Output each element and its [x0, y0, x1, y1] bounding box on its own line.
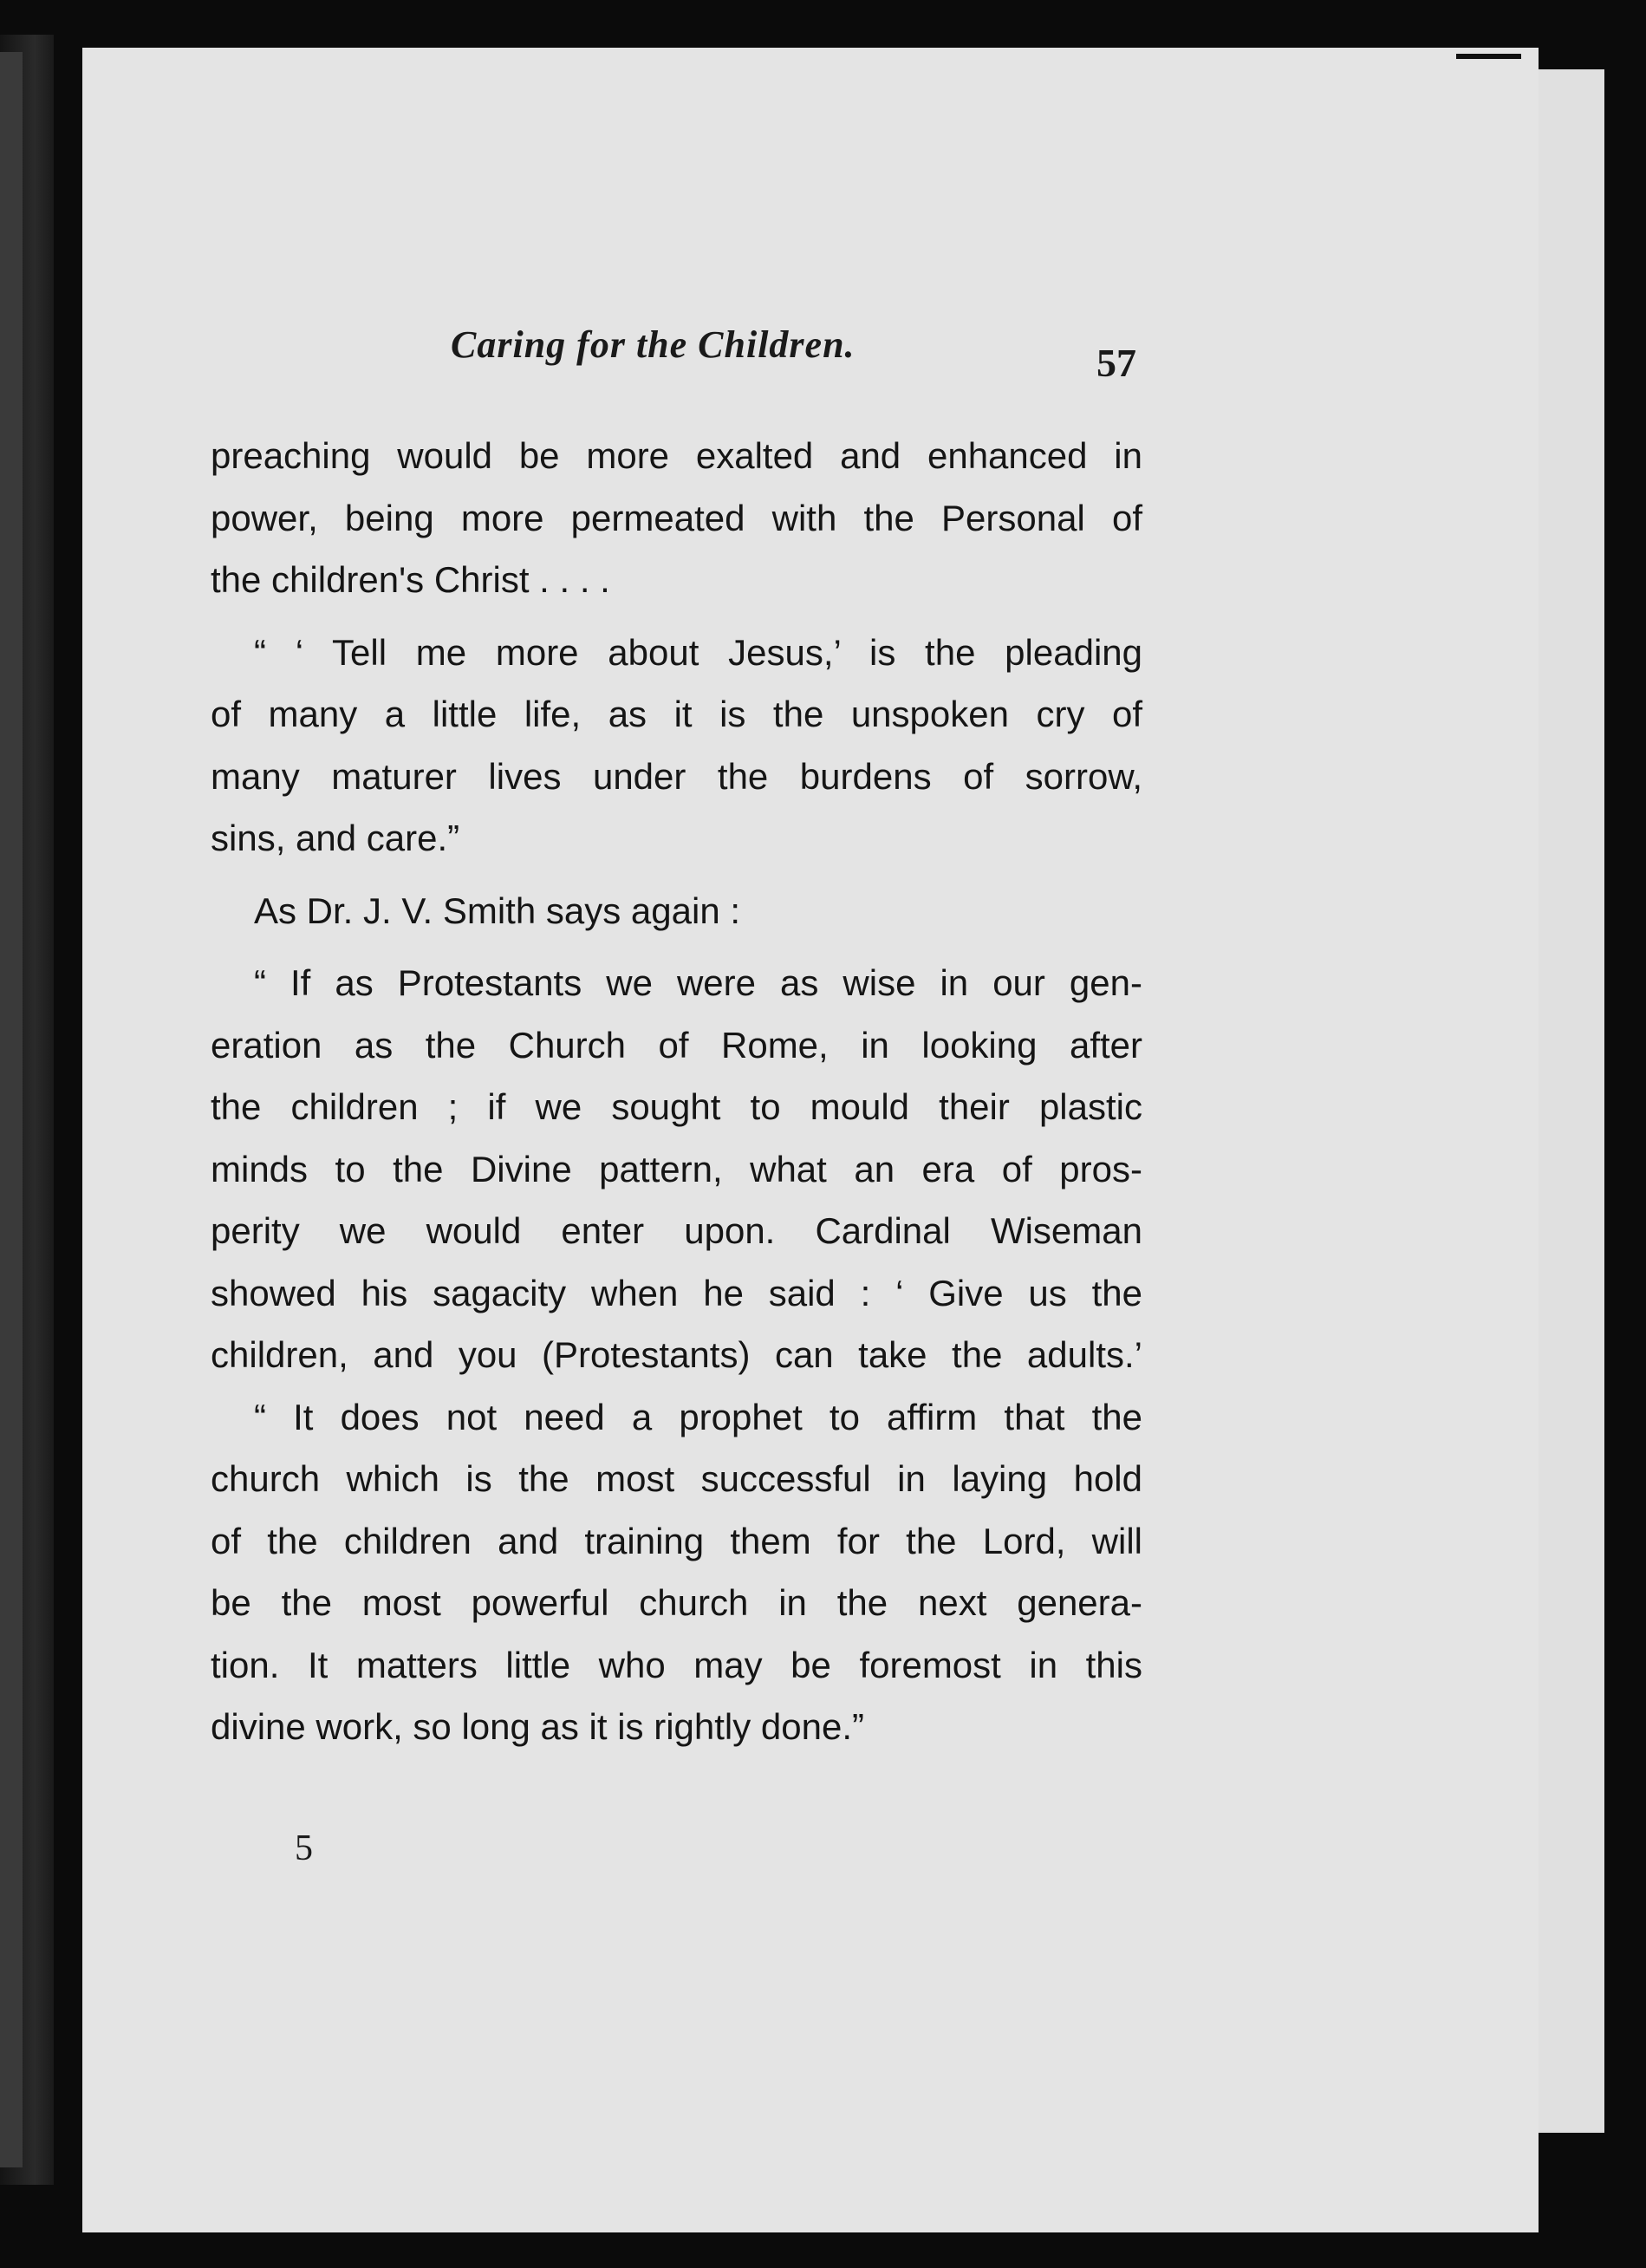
text-line: perity we would enter upon. Cardinal Wiseman	[211, 1210, 1142, 1251]
text-line: showed his sagacity when he said : ‘ Give us the	[211, 1272, 1142, 1313]
text-line: “ If as Protestants we were as wise in our gen-	[254, 962, 1142, 1003]
text-line: sins, and care.”	[211, 818, 460, 858]
text-line: the children ; if we sought to mould their plastic	[211, 1086, 1142, 1127]
paragraph	[211, 622, 1142, 870]
text-line: be the most powerful church in the next genera-	[211, 1582, 1142, 1623]
signature-mark: 5	[295, 1828, 313, 1868]
text-line: of many a little life, as it is the unspoken cry of	[211, 694, 1142, 734]
running-head: Caring for the Children.	[451, 323, 856, 366]
paragraph	[211, 880, 1142, 942]
text-line: preaching would be more exalted and enhanced in	[211, 435, 1142, 476]
facing-page-paper	[0, 52, 23, 2167]
text-line: of the children and training them for the Lord, will	[211, 1520, 1142, 1561]
page-edge-line	[1456, 54, 1521, 59]
text-line: “ It does not need a prophet to affirm that the	[254, 1396, 1142, 1437]
page-number: 57	[1096, 341, 1136, 385]
text-line: minds to the Divine pattern, what an era of pros-	[211, 1148, 1142, 1189]
paragraph	[211, 425, 1142, 611]
text-line: tion. It matters little who may be foremost in this	[211, 1644, 1142, 1685]
text-line: divine work, so long as it is rightly done.”	[211, 1706, 865, 1747]
body-text	[211, 425, 1142, 1758]
text-line: church which is the most successful in laying hold	[211, 1458, 1142, 1499]
text-line: As Dr. J. V. Smith says again :	[254, 890, 741, 931]
text-line: children, and you (Protestants) can take the adults.’	[211, 1334, 1142, 1375]
text-line: “ ‘ Tell me more about Jesus,’ is the pleading	[254, 631, 1142, 673]
right-scan-margin	[1604, 0, 1646, 2268]
text-line: power, being more permeated with the Personal of	[211, 497, 1142, 538]
text-line: eration as the Church of Rome, in looking after	[211, 1024, 1142, 1066]
paragraph	[211, 952, 1142, 1386]
paragraph	[211, 1386, 1142, 1758]
text-line: many maturer lives under the burdens of sorrow,	[211, 755, 1142, 797]
text-line: the children's Christ . . . .	[211, 559, 610, 600]
